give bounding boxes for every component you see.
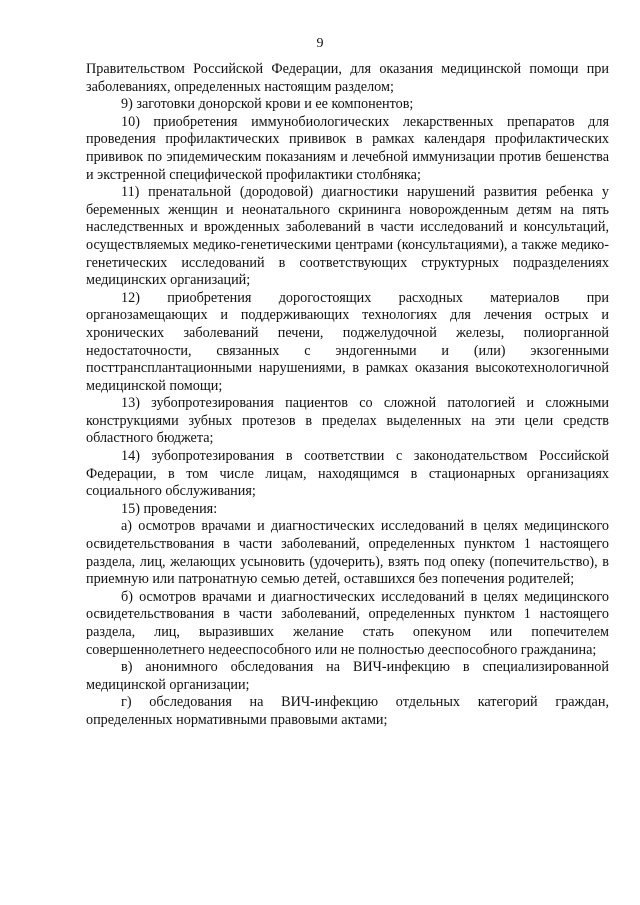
paragraph-subitem-a: а) осмотров врачами и диагностических исследований в целях медицинского освидетельствования в части заболеваний, определенных пунктом 1 настоящего раздела, лиц, желающих усыновить (удочерить), взять под опеку (попечительство), в приемную или патронатную семью детей, оставшихся без попечения родителей; [86,518,609,588]
paragraph-item-12: 12) приобретения дорогостоящих расходных материалов при органозамещающих и поддерживающих технологиях для лечения острых и хронических заболеваний печени, поджелудочной железы, полиорганной недостаточности, связанных с эндогенными и (или) экзогенными посттрансплантационными нарушениями, в рамках оказания высокотехнологичной медицинской помощи; [86,289,609,394]
document-body [86,61,609,730]
paragraph-subitem-g: г) обследования на ВИЧ-инфекцию отдельных категорий граждан, определенных нормативными правовыми актами; [86,694,609,728]
paragraph-item-11: 11) пренатальной (дородовой) диагностики нарушений развития ребенка у беременных женщин и неонатального скрининга новорожденным детям на пять наследственных и врожденных заболеваний в части исследований и консультаций, осуществляемых медико-генетическими центрами (консультациями), а также медико-генетических исследований в соответствующих структурных подразделениях медицинских организаций; [86,184,609,289]
page-number: 9 [316,36,324,51]
paragraph-continuation: Правительством Российской Федерации, для оказания медицинской помощи при заболеваниях, определенных настоящим разделом; [86,61,609,95]
paragraph-subitem-v: в) анонимного обследования на ВИЧ-инфекцию в специализированной медицинской организации; [86,659,609,693]
paragraph-item-13: 13) зубопротезирования пациентов со сложной патологией и сложными конструкциями зубных протезов в пределах выделенных на эти цели средств областного бюджета; [86,395,609,447]
paragraph-item-15: 15) проведения: [121,500,218,517]
paragraph-item-14: 14) зубопротезирования в соответствии с законодательством Российской Федерации, в том числе лицам, находящимся в стационарных организациях социального обслуживания; [86,448,609,500]
paragraph-subitem-b: б) осмотров врачами и диагностических исследований в целях медицинского освидетельствования в части заболеваний, определенных пунктом 1 настоящего раздела, лиц, выразивших желание стать опекуном или попечителем совершеннолетнего недееспособного или не полностью дееспособного гражданина; [86,588,609,658]
paragraph-item-10: 10) приобретения иммунобиологических лекарственных препаратов для проведения профилактических прививок в рамках календаря профилактических прививок по эпидемическим показаниям и лечебной иммунизации против бешенства и экстренной специфической профилактики столбняка; [86,113,609,183]
paragraph-item-9: 9) заготовки донорской крови и ее компонентов; [121,96,414,113]
